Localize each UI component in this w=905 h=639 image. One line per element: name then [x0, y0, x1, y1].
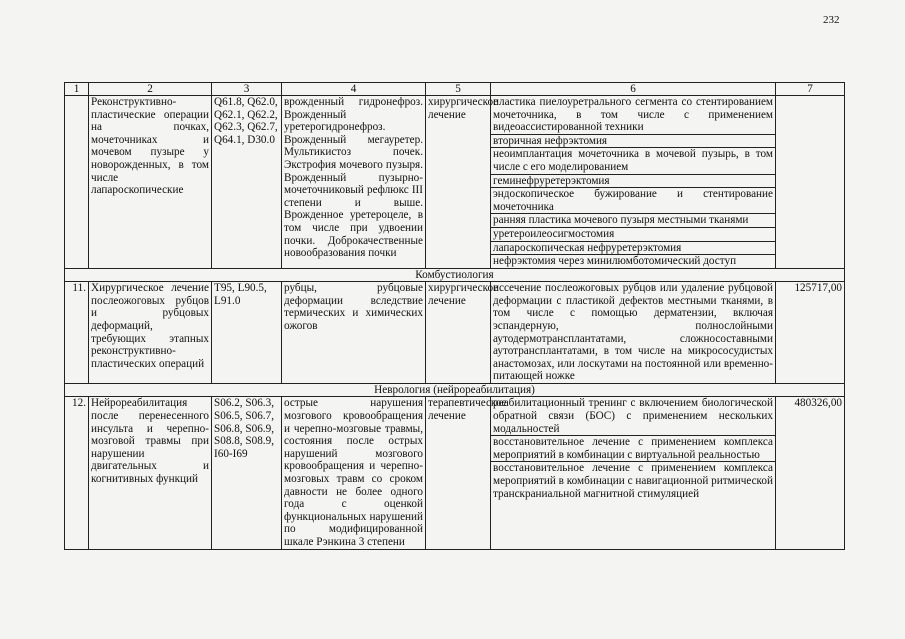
section-row: [65, 383, 845, 397]
treatment-type: хирургическое лечение: [426, 282, 491, 384]
method-item: нефрэктомия через минилюмботомический доступ: [493, 255, 737, 268]
method-item: вторичная нефрэктомия: [491, 135, 775, 149]
header-col-4: 4: [282, 83, 426, 96]
method-item: уретероилеосигмостомия: [491, 228, 775, 242]
header-col-6: 6: [491, 83, 776, 96]
header-col-2: 2: [89, 83, 212, 96]
diagnosis-codes: Q61.8, Q62.0, Q62.1, Q62.2, Q62.3, Q62.7, Q64.1, D30.0: [212, 96, 282, 269]
table-row: [65, 397, 845, 549]
method-item: геминефруретерэктомия: [491, 175, 775, 189]
section-title: Неврология (нейрореабилитация): [65, 383, 845, 397]
section-row: [65, 268, 845, 282]
treatment-type: хирургическое лечение: [426, 96, 491, 269]
header-col-3: 3: [212, 83, 282, 96]
service-name: Реконструктивно-пластические операции на почках, мочеточниках и мочевом пузыре у новорожденных, в том числе лапароскопические: [89, 96, 212, 269]
section-title: Комбустиология: [65, 268, 845, 282]
price: [776, 96, 845, 269]
service-name: Нейрореабилитация после перенесенного инсульта и черепно-мозговой травмы при нарушении двигательных и когнитивных функций: [89, 397, 212, 549]
header-row: [65, 83, 845, 96]
method-item: восстановительное лечение с применением комплекса мероприятий в комбинации с виртуальной реальностью: [493, 436, 773, 461]
method-item: лапароскопическая нефруретерэктомия: [491, 242, 775, 256]
row-number: 11.: [65, 282, 89, 384]
treatment-methods: [491, 96, 776, 269]
patient-model: рубцы, рубцовые деформации вследствие термических и химических ожогов: [282, 282, 426, 384]
diagnosis-codes: T95, L90.5, L91.0: [212, 282, 282, 384]
treatment-methods: [491, 397, 776, 549]
table-row: [65, 96, 845, 269]
method-item: неоимплантация мочеточника в мочевой пузырь, в том числе с его моделированием: [493, 148, 773, 173]
method-item: эндоскопическое бужирование и стентирование мочеточника: [493, 188, 773, 213]
header-col-1: 1: [65, 83, 89, 96]
row-number: 12.: [65, 397, 89, 549]
header-col-7: 7: [776, 83, 845, 96]
method-item: иссечение послеожоговых рубцов или удаление рубцовой деформации с пластикой дефектов местными тканями, в том числе с помощью дерматензии, включая эспандерную, полнослойными аутодермотрансплантатами, сложносоставными аутотрансплантатами, в том числе на микрососудистых анастомозах, или лоскутами на постоянной или временно-питающей ножке: [493, 282, 773, 383]
method-item: восстановительное лечение с применением комплекса мероприятий в комбинации с навигационной ритмической транскраниальной магнитной стимуляцией: [493, 462, 773, 500]
patient-model: острые нарушения мозгового кровообращения и черепно-мозговые травмы, состояния после острых нарушений мозгового кровообращения и черепно-мозговых травм со сроком давности не более одного года с оценкой функциональных нарушений по модифицированной шкале Рэнкина 3 степени: [282, 397, 426, 549]
treatment-type: терапевтическое лечение: [426, 397, 491, 549]
price: 125717,00: [776, 282, 845, 384]
treatment-methods: [491, 282, 776, 384]
method-item: ранняя пластика мочевого пузыря местными тканями: [491, 214, 775, 228]
table-row: [65, 282, 845, 384]
method-item: реабилитационный тренинг с включением биологической обратной связи (БОС) с применением нескольких модальностей: [493, 397, 773, 435]
diagnosis-codes: S06.2, S06.3, S06.5, S06.7, S06.8, S06.9, S08.8, S08.9, I60-I69: [212, 397, 282, 549]
services-table: [64, 82, 845, 550]
method-item: пластика пиелоуретрального сегмента со стентированием мочеточника, в том числе с применением видеоассистированной техники: [493, 96, 773, 134]
page-number: 232: [823, 14, 840, 26]
service-name: Хирургическое лечение послеожоговых рубцов и рубцовых деформаций, требующих этапных реконструктивно-пластических операций: [89, 282, 212, 384]
row-number: [65, 96, 89, 269]
patient-model: врожденный гидронефроз. Врожденный уретерогидронефроз. Врожденный мегауретер. Мультикистоз почек. Экстрофия мочевого пузыря. Врожденный пузырно-мочеточниковый рефлюкс III степени и выше. Врожденное уретероцеле, в том числе при удвоении почки. Доброкачественные новообразования почки: [282, 96, 426, 269]
header-col-5: 5: [426, 83, 491, 96]
price: 480326,00: [776, 397, 845, 549]
